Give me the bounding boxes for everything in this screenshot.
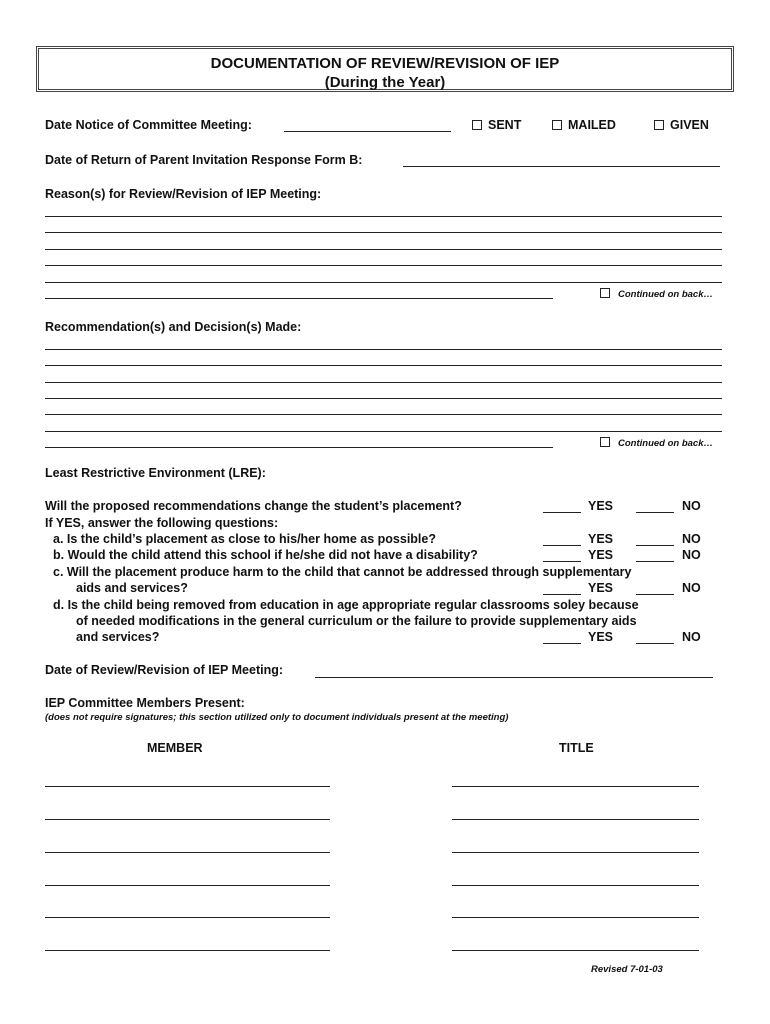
member-column-header: MEMBER — [147, 741, 203, 755]
member-line[interactable] — [45, 950, 330, 951]
member-line[interactable] — [45, 917, 330, 918]
reasons-line[interactable] — [45, 265, 722, 266]
title-line[interactable] — [452, 917, 699, 918]
yes-label: YES — [588, 532, 614, 546]
checkbox-icon[interactable] — [472, 120, 482, 130]
title-column-header: TITLE — [559, 741, 594, 755]
recommendations-line[interactable] — [45, 431, 722, 432]
no-label: NO — [682, 581, 701, 595]
lre-question-d-cont: of needed modifications in the general curriculum or the failure to provide supplementary aids — [76, 614, 637, 628]
reasons-line[interactable] — [45, 232, 722, 233]
reasons-continued[interactable]: Continued on back… — [600, 288, 713, 300]
no-blank[interactable] — [636, 512, 674, 513]
lre-question-d: d. Is the child being removed from education in age appropriate regular classrooms soley because — [53, 598, 639, 612]
lre-if-yes: If YES, answer the following questions: — [45, 516, 279, 530]
reasons-line[interactable] — [45, 282, 722, 283]
title-line[interactable] — [452, 885, 699, 886]
recommendations-line[interactable] — [45, 414, 722, 415]
no-label: NO — [682, 548, 701, 562]
review-date-field[interactable] — [315, 677, 713, 678]
notice-date-field[interactable] — [284, 131, 451, 132]
page-title: DOCUMENTATION OF REVIEW/REVISION OF IEP — [210, 55, 560, 72]
review-date-label: Date of Review/Revision of IEP Meeting: — [45, 663, 284, 677]
checkbox-icon[interactable] — [552, 120, 562, 130]
lre-question-d-cont2: and services? — [76, 630, 160, 644]
title-line[interactable] — [452, 950, 699, 951]
recommendations-line[interactable] — [45, 398, 722, 399]
revised-date: Revised 7-01-03 — [591, 964, 663, 975]
lre-heading: Least Restrictive Environment (LRE): — [45, 466, 266, 480]
no-blank[interactable] — [636, 643, 674, 644]
title-line[interactable] — [452, 786, 699, 787]
lre-question-main: Will the proposed recommendations change the student’s placement? — [45, 499, 462, 513]
lre-question-c-cont: aids and services? — [76, 581, 188, 595]
recommendations-line[interactable] — [45, 365, 722, 366]
option-mailed[interactable]: MAILED — [552, 118, 616, 132]
committee-note: (does not require signatures; this section utilized only to document individuals present at the meeting) — [45, 712, 509, 723]
reasons-label: Reason(s) for Review/Revision of IEP Meeting: — [45, 187, 322, 201]
no-blank[interactable] — [636, 545, 674, 546]
title-line[interactable] — [452, 852, 699, 853]
recommendations-line[interactable] — [45, 349, 722, 350]
notice-label: Date Notice of Committee Meeting: — [45, 118, 252, 132]
yes-label: YES — [588, 630, 614, 644]
reasons-line[interactable] — [45, 249, 722, 250]
checkbox-icon[interactable] — [600, 288, 610, 298]
member-line[interactable] — [45, 819, 330, 820]
no-label: NO — [682, 630, 701, 644]
return-date-field[interactable] — [403, 166, 720, 167]
yes-label: YES — [588, 581, 614, 595]
yes-label: YES — [588, 499, 614, 513]
reasons-line[interactable] — [45, 298, 553, 299]
yes-label: YES — [588, 548, 614, 562]
option-sent[interactable]: SENT — [472, 118, 521, 132]
checkbox-icon[interactable] — [600, 437, 610, 447]
no-blank[interactable] — [636, 594, 674, 595]
title-box — [36, 46, 734, 92]
yes-blank[interactable] — [543, 594, 581, 595]
yes-blank[interactable] — [543, 643, 581, 644]
no-blank[interactable] — [636, 561, 674, 562]
lre-question-a: a. Is the child’s placement as close to his/her home as possible? — [53, 532, 436, 546]
yes-blank[interactable] — [543, 512, 581, 513]
committee-heading: IEP Committee Members Present: — [45, 696, 245, 710]
recommendations-line[interactable] — [45, 382, 722, 383]
checkbox-icon[interactable] — [654, 120, 664, 130]
member-line[interactable] — [45, 786, 330, 787]
return-date-label: Date of Return of Parent Invitation Response Form B: — [45, 153, 363, 167]
title-line[interactable] — [452, 819, 699, 820]
no-label: NO — [682, 532, 701, 546]
recommendations-label: Recommendation(s) and Decision(s) Made: — [45, 320, 302, 334]
yes-blank[interactable] — [543, 545, 581, 546]
recommendations-continued[interactable]: Continued on back… — [600, 437, 713, 449]
yes-blank[interactable] — [543, 561, 581, 562]
option-given[interactable]: GIVEN — [654, 118, 709, 132]
lre-question-b: b. Would the child attend this school if he/she did not have a disability? — [53, 548, 478, 562]
lre-question-c: c. Will the placement produce harm to the child that cannot be addressed through supplementary — [53, 565, 632, 579]
member-line[interactable] — [45, 885, 330, 886]
recommendations-line[interactable] — [45, 447, 553, 448]
member-line[interactable] — [45, 852, 330, 853]
no-label: NO — [682, 499, 701, 513]
reasons-line[interactable] — [45, 216, 722, 217]
page-subtitle: (During the Year) — [324, 74, 446, 91]
